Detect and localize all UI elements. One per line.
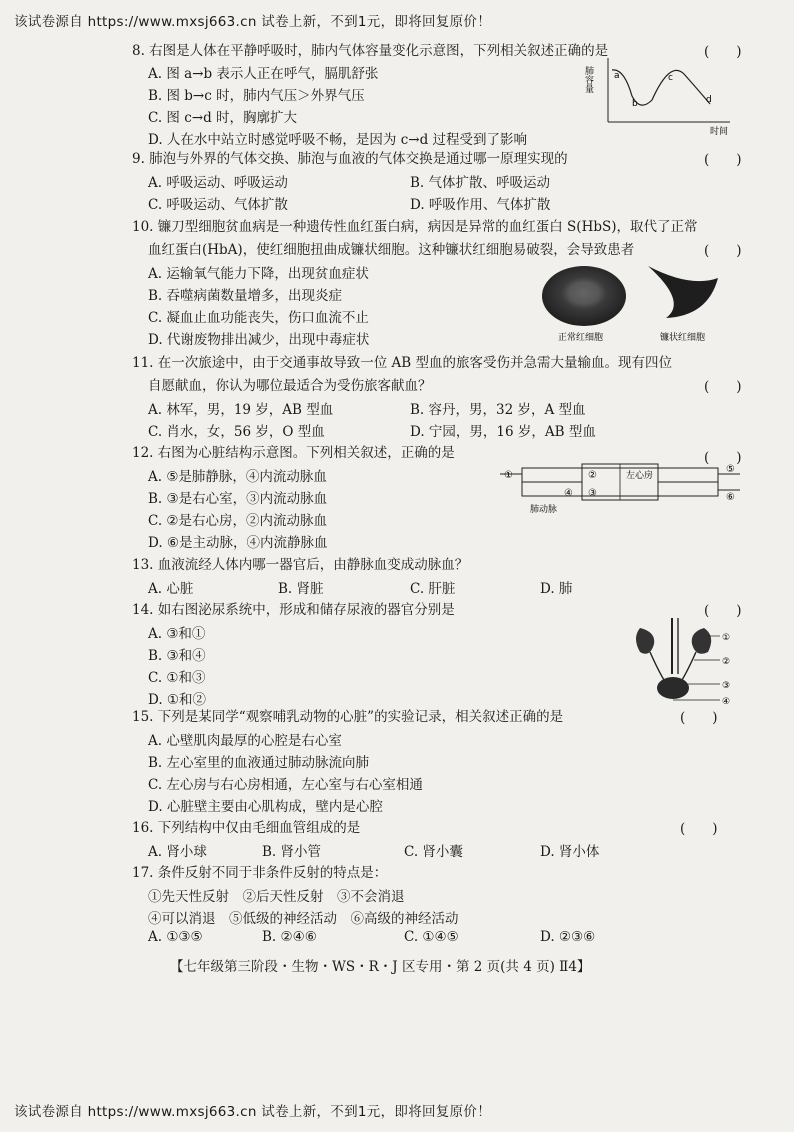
option-c: C. 左心房与右心房相通，左心室与右心室相通 — [148, 777, 423, 793]
option-b: B. 左心室里的血液通过肺动脉流向肺 — [148, 755, 370, 771]
option-c: C. ①和③ — [148, 670, 206, 686]
question-stem: 13. 血液流经人体内哪一器官后，由静脉血变成动脉血？ — [132, 557, 469, 573]
kidney-num-3: ③ — [722, 681, 731, 691]
answer-paren: ( ) — [680, 710, 718, 726]
urinary-system-diagram — [628, 614, 734, 704]
question-stem: 12. 右图为心脏结构示意图。下列相关叙述，正确的是 — [132, 445, 455, 461]
answer-paren: ( ) — [704, 450, 742, 466]
option-a: A. 呼吸运动、呼吸运动 — [148, 175, 288, 191]
option-d: D. 呼吸作用、气体扩散 — [410, 197, 551, 213]
option-b: B. 肾脏 — [278, 581, 324, 597]
option-b: B. 吞噬病菌数量增多，出现炎症 — [148, 288, 343, 304]
point-c: c — [668, 73, 673, 83]
option-c: C. 肾小囊 — [404, 844, 463, 860]
option-d: D. ⑥是主动脉，④内流静脉血 — [148, 535, 328, 551]
left-kidney — [636, 628, 654, 654]
answer-paren: ( ) — [704, 379, 742, 395]
question-16 — [132, 817, 360, 840]
question-stem: 16. 下列结构中仅由毛细血管组成的是 — [132, 820, 361, 836]
answer-paren: ( ) — [704, 44, 742, 60]
sickle-rbc-label: 镰状红细胞 — [660, 333, 706, 343]
statement-line-2: ④可以消退 ⑤低级的神经活动 ⑥高级的神经活动 — [148, 911, 459, 927]
page-footer: 【七年级第三阶段・生物・WS・R・J 区专用・第 2 页(共 4 页) Ⅱ4】 — [170, 959, 591, 975]
sickle-rbc-shape — [648, 266, 718, 318]
question-10 — [132, 216, 698, 261]
question-stem: 8. 右图是人体在平静呼吸时，肺内气体容量变化示意图，下列相关叙述正确的是 — [132, 43, 609, 59]
kidney-num-2: ② — [722, 657, 731, 667]
heart-artery-label: 肺动脉 — [530, 505, 558, 515]
option-b: B. ②④⑥ — [262, 929, 317, 945]
question-stem-line2: 血红蛋白(HbA)，使红细胞扭曲成镰状细胞。这种镰状红细胞易破裂，会导致患者 — [148, 241, 635, 258]
graph-ylabel: 肺容量 — [583, 66, 593, 93]
point-b: b — [632, 99, 638, 109]
heart-num-2: ② — [588, 470, 597, 481]
option-c: C. 呼吸运动、气体扩散 — [148, 197, 288, 213]
option-a: A. ⑤是肺静脉，④内流动脉血 — [148, 469, 327, 485]
heart-num-6: ⑥ — [726, 492, 735, 503]
option-a: A. ①③⑤ — [148, 929, 203, 945]
question-9 — [132, 148, 568, 171]
option-b: B. ③是右心室，③内流动脉血 — [148, 491, 328, 507]
option-d: D. 宁园，男，16 岁，AB 型血 — [410, 424, 596, 440]
lung-volume-graph — [580, 52, 740, 138]
heart-num-5: ⑤ — [726, 464, 735, 475]
heart-num-4: ④ — [564, 488, 573, 499]
option-d: D. ①和② — [148, 692, 207, 708]
option-b: B. 图 b→c 时，肺内气压＞外界气压 — [148, 88, 365, 104]
option-d: D. 代谢废物排出减少，出现中毒症状 — [148, 332, 370, 348]
right-kidney — [692, 628, 711, 654]
option-c: C. 肖水，女，56 岁，O 型血 — [148, 424, 325, 440]
option-d: D. 肾小体 — [540, 844, 600, 860]
question-stem: 15. 下列是某同学“观察哺乳动物的心脏”的实验记录，相关叙述正确的是 — [132, 709, 564, 725]
source-banner-top: 该试卷源自 https://www.mxsj663.cn 试卷上新，不到1元，即将回复原价！ — [14, 14, 491, 30]
option-c: C. 肝脏 — [410, 581, 456, 597]
question-stem-line1: 11. 在一次旅途中，由于交通事故导致一位 AB 型血的旅客受伤并急需大量输血。现有四位 — [132, 355, 673, 371]
answer-paren: ( ) — [704, 152, 742, 168]
option-a: A. 运输氧气能力下降，出现贫血症状 — [148, 266, 369, 282]
option-b: B. ③和④ — [148, 648, 206, 664]
option-a: A. 心壁肌肉最厚的心腔是右心室 — [148, 733, 342, 749]
heart-chamber-label: 左心房 — [626, 471, 654, 481]
statement-line-1: ①先天性反射 ②后天性反射 ③不会消退 — [148, 889, 405, 905]
question-stem: 17. 条件反射不同于非条件反射的特点是： — [132, 865, 388, 881]
heart-num-3: ③ — [588, 488, 597, 499]
answer-paren: ( ) — [680, 821, 718, 837]
option-c: C. ①④⑤ — [404, 929, 459, 945]
point-d: d — [706, 95, 712, 105]
bladder — [657, 677, 689, 699]
normal-rbc-label: 正常红细胞 — [558, 333, 604, 343]
option-d: D. 人在水中站立时感觉呼吸不畅，是因为 c→d 过程受到了影响 — [148, 132, 528, 148]
question-stem: 9. 肺泡与外界的气体交换、肺泡与血液的气体交换是通过哪一原理实现的 — [132, 151, 568, 167]
option-b: B. 肾小管 — [262, 844, 322, 860]
point-a: a — [614, 71, 620, 81]
graph-xlabel: 时间 — [710, 127, 729, 137]
question-12 — [132, 442, 455, 465]
option-a: A. 图 a→b 表示人正在呼气，膈肌舒张 — [148, 66, 379, 82]
option-d: D. 肺 — [540, 581, 573, 597]
option-c: C. 图 c→d 时，胸廓扩大 — [148, 110, 298, 126]
kidney-num-1: ① — [722, 633, 731, 643]
option-c: C. 凝血止血功能丧失，伤口血流不止 — [148, 310, 369, 326]
heart-structure-diagram — [500, 460, 740, 516]
source-banner-bottom: 该试卷源自 https://www.mxsj663.cn 试卷上新，不到1元，即将回复原价！ — [14, 1104, 491, 1120]
question-stem-line1: 10. 镰刀型细胞贫血病是一种遗传性血红蛋白病，病因是异常的血红蛋白 S(HbS)，取代了正常 — [132, 219, 698, 235]
question-11 — [132, 352, 672, 397]
question-8 — [132, 40, 608, 63]
option-d: D. ②③⑥ — [540, 929, 596, 945]
kidney-num-4: ④ — [722, 697, 731, 704]
option-a: A. 心脏 — [148, 581, 194, 597]
option-a: A. 肾小球 — [148, 844, 207, 860]
option-b: B. 气体扩散、呼吸运动 — [410, 175, 551, 191]
question-stem-line2: 自愿献血，你认为哪位最适合为受伤旅客献血？ — [148, 377, 432, 394]
answer-paren: ( ) — [704, 603, 742, 619]
option-d: D. 心脏壁主要由心肌构成，壁内是心腔 — [148, 799, 383, 815]
question-14 — [132, 599, 455, 622]
question-13 — [132, 554, 468, 577]
option-a: A. ③和① — [148, 626, 206, 642]
option-a: A. 林军，男，19 岁，AB 型血 — [148, 402, 334, 418]
option-c: C. ②是右心房，②内流动脉血 — [148, 513, 328, 529]
red-blood-cell-figure — [540, 258, 720, 346]
option-b: B. 容丹，男，32 岁，A 型血 — [410, 402, 586, 418]
question-17 — [132, 862, 387, 885]
question-stem: 14. 如右图泌尿系统中，形成和储存尿液的器官分别是 — [132, 602, 455, 618]
answer-paren: ( ) — [704, 243, 742, 259]
heart-num-1: ① — [504, 470, 513, 481]
question-15 — [132, 706, 563, 729]
